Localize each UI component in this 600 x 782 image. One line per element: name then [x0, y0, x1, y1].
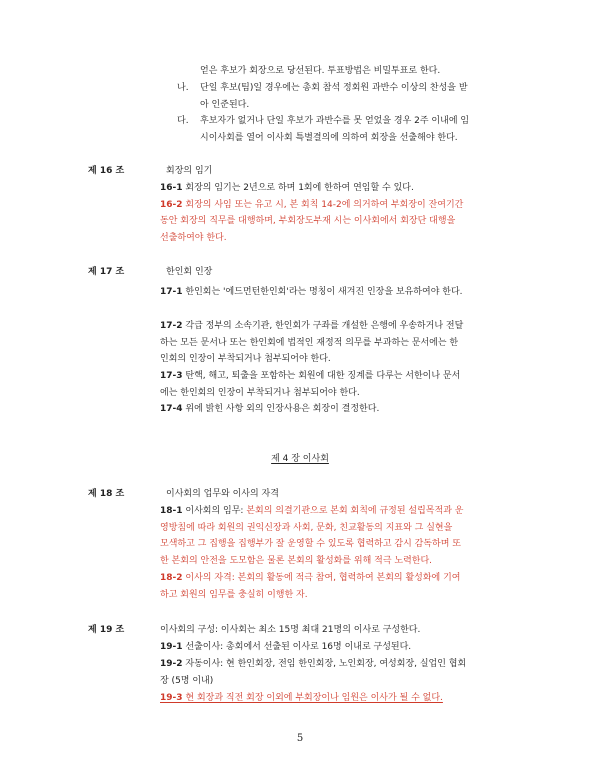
clause-text: 회장의 사임 또는 유고 시, 본 회칙 14-2에 의거하여 부회장이 잔여기간: [182, 200, 464, 210]
article-17-2-line-2: 하는 모든 문서나 또는 한인회에 법적인 재정적 의무를 부과하는 문서에는 한: [160, 338, 459, 348]
chapter-heading: 제 4 장 이사회: [271, 454, 329, 464]
clause-text: 선출이사: 총회에서 선출된 이사로 16명 이내로 구성된다.: [182, 642, 412, 652]
clause-text: 회장의 임기는 2년으로 하며 1회에 한하여 연임할 수 있다.: [182, 183, 414, 193]
item-na-line-1: 단일 후보(팀)일 경우에는 총회 참석 정회원 과반수 이상의 찬성을 받: [200, 83, 468, 93]
article-17-1: [160, 284, 463, 300]
clause-text: 자동이사: 현 한인회장, 전임 한인회장, 노인회장, 여성회장, 실업인 협회: [182, 659, 467, 669]
article-17-2-line-1: [160, 318, 463, 334]
page-number: 5: [296, 733, 304, 744]
article-18-1-line-4: 한 본회의 안전을 도모함은 물론 본회의 활성화를 위해 적극 노력한다.: [160, 556, 433, 566]
clause-number: 17-1: [160, 287, 183, 297]
article-18-title: 이사회의 업무와 이사의 자격: [166, 489, 279, 499]
article-18-1-line-2: 영방침에 따라 회원의 권익신장과 사회, 문화, 친교활동의 지표와 그 실현을: [160, 523, 453, 533]
clause-number: 17-2: [160, 321, 183, 331]
clause-heading: 이사의 자격:: [182, 573, 235, 583]
clause-text: 본회의 활동에 적극 참여, 협력하여 본회의 활성화에 기여: [234, 573, 461, 583]
article-19-label: 제 19 조: [88, 625, 125, 635]
article-16-2-line-3: 선출하여야 한다.: [160, 233, 227, 243]
article-17-label: 제 17 조: [88, 267, 125, 277]
article-19-2-line-1: [160, 656, 466, 672]
article-19-2-line-2: 장 (5명 이내): [160, 676, 214, 686]
article-17-title: 한인회 인장: [166, 267, 213, 277]
article-16-label: 제 16 조: [88, 166, 125, 176]
article-17-4: [160, 401, 379, 417]
article-16-2-line-2: 동안 회장의 직무를 대행하며, 부회장도부재 시는 이사회에서 회장단 대행을: [160, 216, 456, 226]
clause-number: 19-1: [160, 642, 183, 652]
clause-text: 각급 정부의 소속기관, 한인회가 구좌를 개설한 은행에 우송하거나 전달: [182, 321, 464, 331]
article-16-2-line-1: [160, 197, 463, 213]
article-19-1: [160, 639, 411, 655]
clause-heading: 이사회의 임무:: [182, 506, 244, 516]
item-marker-na: 나.: [177, 83, 189, 93]
clause-text: 위에 밝힌 사항 외의 인장사용은 회장이 결정한다.: [182, 404, 380, 414]
clause-number: 17-4: [160, 404, 183, 414]
article-18-label: 제 18 조: [88, 489, 125, 499]
continuation-line: 얻은 후보가 회장으로 당선된다. 투표방법은 비밀투표로 한다.: [200, 66, 441, 76]
item-marker-da: 다.: [177, 116, 189, 126]
clause-number: 17-3: [160, 371, 183, 381]
article-17-3-line-1: [160, 368, 460, 384]
clause-number: 19-2: [160, 659, 183, 669]
clause-text: 본회의 의결기관으로 본회 회칙에 규정된 설립목적과 운: [243, 506, 464, 516]
clause-number: 16-1: [160, 183, 183, 193]
item-na-line-2: 아 인준된다.: [200, 100, 250, 110]
item-da-line-2: 시이사회를 열어 이사회 특별결의에 의하여 회장을 선출해야 한다.: [200, 133, 458, 143]
article-18-1-line-3: 모색하고 그 집행을 집행부가 잘 운영할 수 있도록 협력하고 감시 감독하며 또: [160, 539, 461, 549]
article-19-3: [160, 690, 443, 706]
clause-text: 한인회는 '에드먼턴한인회'라는 명칭이 새겨진 인장을 보유하여야 한다.: [182, 287, 463, 297]
clause-number: 18-1: [160, 506, 183, 516]
article-17-2-line-3: 인회의 인장이 부착되거나 첨부되어야 한다.: [160, 354, 331, 364]
article-16-1: [160, 180, 414, 196]
clause-number: 18-2: [160, 573, 183, 583]
article-17-3-line-2: 에는 한인회의 인장이 부착되거나 첨부되어야 한다.: [160, 388, 360, 398]
clause-number: 16-2: [160, 200, 183, 210]
article-19-title: 이사회의 구성: 이사회는 최소 15명 최대 21명의 이사로 구성한다.: [160, 625, 421, 635]
item-da-line-1: 후보자가 없거나 단일 후보가 과반수를 못 얻었을 경우 2주 이내에 임: [200, 116, 470, 126]
article-18-2-line-1: [160, 570, 460, 586]
article-18-2-line-2: 하고 회원의 임무를 충실히 이행한 자.: [160, 590, 308, 600]
article-18-1-line-1: [160, 503, 463, 519]
clause-text: 현 회장과 직전 회장 이외에 부회장이나 임원은 이사가 될 수 없다.: [182, 693, 443, 703]
clause-text: 탄핵, 해고, 퇴출을 포함하는 회원에 대한 징계를 다루는 서한이나 문서: [182, 371, 461, 381]
clause-number: 19-3: [160, 693, 183, 703]
article-16-title: 회장의 임기: [166, 166, 213, 176]
